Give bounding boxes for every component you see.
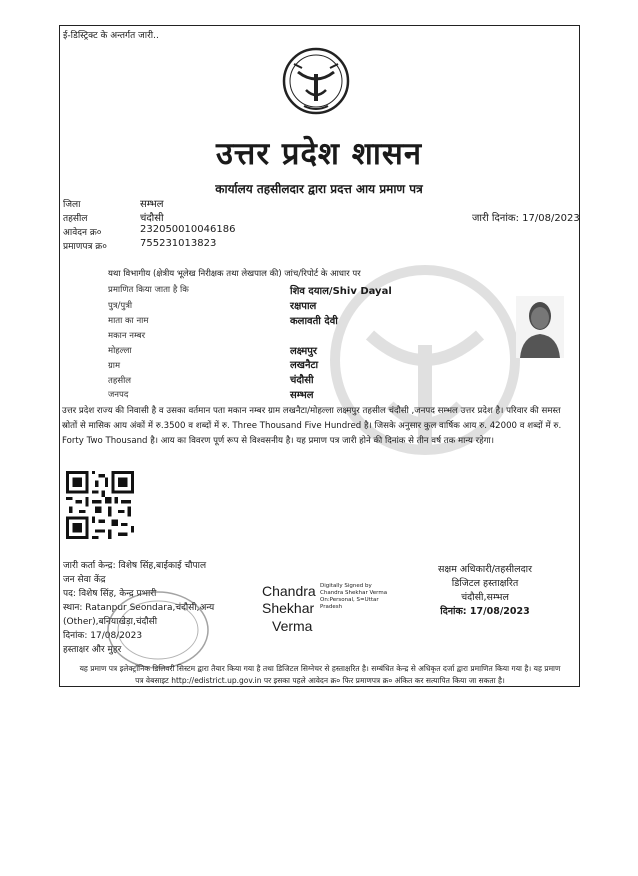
officer-date: दिनांक: 17/08/2023 [440,606,530,617]
application-no-value: 232050010046186 [140,224,236,235]
issuer-designation: पद: विशेष सिंह, केन्द्र प्रभारी [63,589,157,599]
mother-label: माता का नाम [108,316,149,326]
district-label: जिला [63,200,81,210]
district-value: सम्भल [140,199,164,210]
village-label: ग्राम [108,361,121,371]
header-note: ई-डिस्ट्रिक्ट के अन्तर्गत जारी.. [63,31,159,41]
footer-note [62,663,578,687]
page-title: उत्तर प्रदेश शासन [215,136,423,172]
round-seal-stamp [103,585,213,675]
digital-signature-note-1: Digitally Signed by [320,583,372,589]
officer-title: सक्षम अधिकारी/तहसीलदार [438,564,532,575]
issuer-place-2: (Other),बनियाखेड़ा,चंदौसी [63,617,158,627]
digital-signature-note-4: Pradesh [320,604,343,610]
digital-signature-note-3: On:Personal, S=Uttar [320,597,379,603]
signatory-name-2: Shekhar [262,600,315,616]
tehsil-field-value: चंदौसी [290,375,314,386]
officer-digital-signed: डिजिटल हस्ताक्षरित [451,578,519,589]
house-no-label: मकान नम्बर [108,331,146,341]
name-value: शिव दयाल/Shiv Dayal [290,286,392,297]
father-label: पुत्र/पुत्री [108,301,133,311]
mother-value: कलावती देवी [290,316,338,327]
certificate-no-label: प्रमाणपत्र क्र० [63,242,107,252]
signatory-name-1: Chandra [262,583,316,599]
issue-date: जारी दिनांक: 17/08/2023 [472,213,580,224]
income-statement: उत्तर प्रदेश राज्य की निवासी है व उसका वर्तमान पता मकान नम्बर ग्राम लखनैटा/मोहल्ला लक्ष्मपुर तहसील चंदौसी ,जनपद सम्भल उत्तर प्रदेश है। परिवार की समस्त स्रोतों से मासिक आय अंकों में रु.3500 व शब्दों में रु. Three Thousand Five Hundred है। जिसके अनुसार कुल वार्षिक आय रु. 42000 व शब्दों में रु. Forty Two Thousand है। आय का विवरण पूर्ण रूप से विश्वसनीय है। यह प्रमाण पत्र जारी होने की दिनांक से तीन वर्ष तक मान्य रहेगा। [62,406,562,446]
tehsil-value: चंदौसी [140,213,164,224]
officer-location: चंदौसी,सम्भल [461,592,509,603]
father-value: रक्षपाल [290,301,317,312]
intro-text: यथा विभागीय (क्षेत्रीय भूलेख निरीक्षक तथा लेखपाल की) जांच/रिपोर्ट के आधार पर [108,269,361,279]
applicant-photo [516,296,564,358]
certificate-no-value: 755231013823 [140,238,217,249]
up-emblem-icon [276,46,356,116]
application-no-label: आवेदन क्र० [63,228,102,238]
janpad-label: जनपद [108,390,129,400]
page-subtitle: कार्यालय तहसीलदार द्वारा प्रदत्त आय प्रमाण पत्र [215,182,423,196]
village-value: लखनैटा [290,360,319,371]
footer-line-1: यह प्रमाण पत्र इलेक्ट्रॉनिक डिलिवरी सिस्टम द्वारा तैयार किया गया है तथा डिजिटल सिग्नेचर से हस्ताक्षरित है। सम्बंधित केन्द्र से अधिकृत दर्जा द्वारा प्रमाणित किया गया है। यह प्रमाण [79,664,561,673]
certified-label: प्रमाणित किया जाता है कि [108,285,189,295]
issuing-center-type: जन सेवा केंद्र [63,575,106,585]
digital-signature-note-2: Chandra Shekhar Verma [320,590,388,596]
qr-code [66,471,134,539]
tehsil-field-label: तहसील [108,376,132,386]
signatory-name-3: Verma [272,618,313,634]
issuer-date: दिनांक: 17/08/2023 [63,631,143,641]
janpad-value: सम्भल [290,390,314,401]
issuer-place: स्थान: Ratanpur Seondara,चंदौसी,अन्य [63,603,215,613]
footer-line-2: पत्र वेबसाइट http://edistrict.up.gov.in पर इसका पहले आवेदन क्र० फिर प्रमाणपत्र क्र० अंकित कर सत्यापित किया जा सकता है। [135,676,505,685]
issuer-sign-note: हस्ताक्षर और मुहर [63,645,122,655]
locality-label: मोहल्ला [108,346,132,356]
issuing-center: जारी कर्ता केन्द्र: विशेष सिंह,बाईकाई चौपाल [63,561,207,571]
tehsil-label: तहसील [63,214,88,224]
locality-value: लक्ष्मपुर [290,346,317,357]
